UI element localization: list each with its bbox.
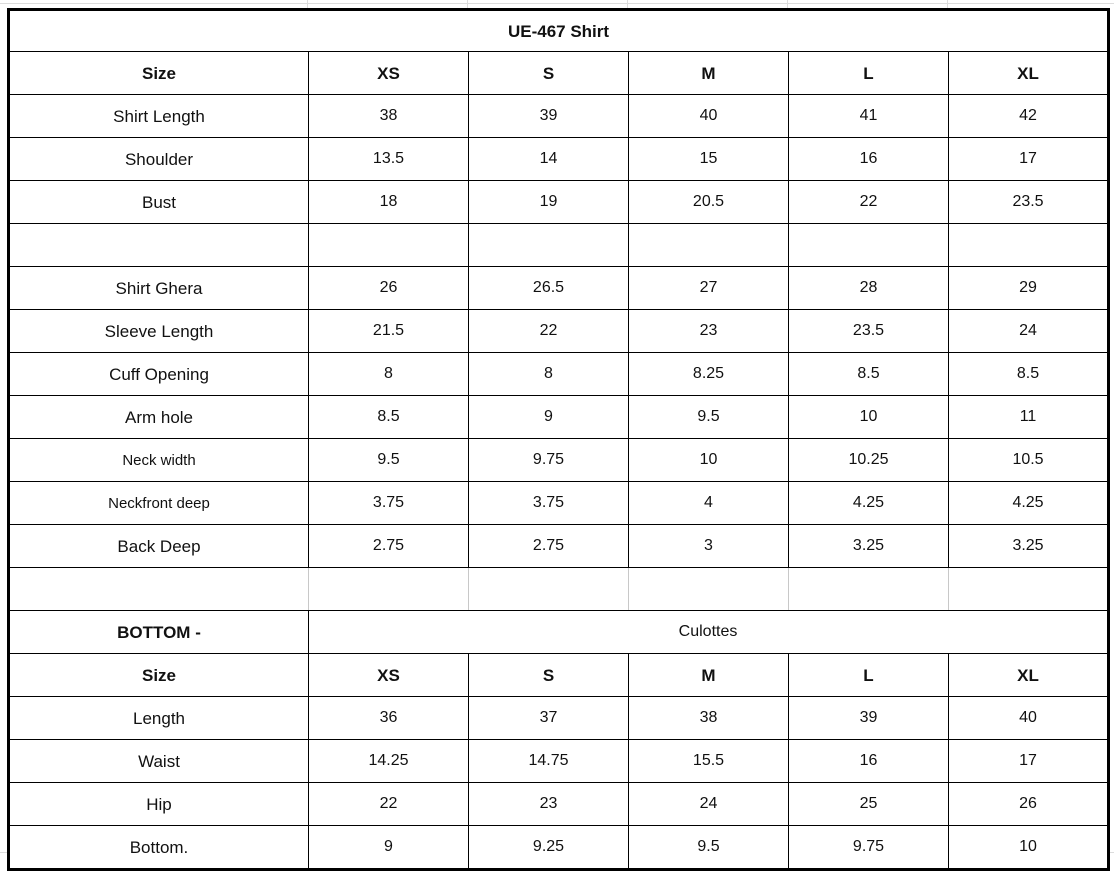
cell[interactable]: 26.5	[469, 267, 629, 310]
table-row	[9, 697, 1109, 740]
size-header-row	[9, 52, 1109, 95]
row-label[interactable]: Hip	[9, 783, 309, 826]
cell[interactable]: 39	[469, 95, 629, 138]
size-header-xl[interactable]: XL	[949, 52, 1109, 95]
cell[interactable]: 17	[949, 138, 1109, 181]
table-row	[9, 138, 1109, 181]
bottom-header-row	[9, 611, 1109, 654]
cell[interactable]: 3.25	[949, 525, 1109, 568]
cell[interactable]: 23	[469, 783, 629, 826]
empty-cell[interactable]	[9, 224, 309, 267]
cell[interactable]: 10	[629, 439, 789, 482]
empty-cell[interactable]	[469, 224, 629, 267]
empty-cell[interactable]	[949, 568, 1109, 611]
table-row	[9, 482, 1109, 525]
cell[interactable]: 11	[949, 396, 1109, 439]
cell[interactable]: 21.5	[309, 310, 469, 353]
empty-cell[interactable]	[789, 568, 949, 611]
cell[interactable]: 17	[949, 740, 1109, 783]
cell[interactable]: 3.75	[469, 482, 629, 525]
cell[interactable]: 8.5	[309, 396, 469, 439]
cell[interactable]: 16	[789, 740, 949, 783]
cell[interactable]: 9	[469, 396, 629, 439]
table-row	[9, 525, 1109, 568]
empty-cell[interactable]	[949, 224, 1109, 267]
row-label[interactable]: Shirt Length	[9, 95, 309, 138]
cell[interactable]: 8	[309, 353, 469, 396]
cell[interactable]: 19	[469, 181, 629, 224]
bottom-type[interactable]: Culottes	[309, 611, 1109, 654]
empty-cell[interactable]	[789, 224, 949, 267]
row-label[interactable]: Waist	[9, 740, 309, 783]
gridline	[0, 3, 1114, 4]
cell[interactable]: 23.5	[789, 310, 949, 353]
cell[interactable]: 9.25	[469, 826, 629, 870]
cell[interactable]: 15	[629, 138, 789, 181]
size-header-xl[interactable]: XL	[949, 654, 1109, 697]
cell[interactable]: 29	[949, 267, 1109, 310]
size-header-label[interactable]: Size	[9, 654, 309, 697]
row-label[interactable]: Cuff Opening	[9, 353, 309, 396]
cell[interactable]: 28	[789, 267, 949, 310]
cell[interactable]: 38	[309, 95, 469, 138]
title-row	[9, 10, 1109, 52]
size-header-l[interactable]: L	[789, 52, 949, 95]
cell[interactable]: 37	[469, 697, 629, 740]
table-row	[9, 310, 1109, 353]
cell[interactable]: 39	[789, 697, 949, 740]
size-header-m[interactable]: M	[629, 52, 789, 95]
table-row	[9, 783, 1109, 826]
cell[interactable]: 20.5	[629, 181, 789, 224]
row-label[interactable]: Neckfront deep	[9, 482, 309, 525]
cell[interactable]: 8.25	[629, 353, 789, 396]
cell[interactable]: 9.75	[469, 439, 629, 482]
cell[interactable]: 9.75	[789, 826, 949, 870]
cell[interactable]: 23.5	[949, 181, 1109, 224]
table-row	[9, 396, 1109, 439]
cell[interactable]: 8.5	[949, 353, 1109, 396]
size-header-m[interactable]: M	[629, 654, 789, 697]
cell[interactable]: 8	[469, 353, 629, 396]
cell[interactable]: 9.5	[629, 826, 789, 870]
cell[interactable]: 4.25	[949, 482, 1109, 525]
row-label[interactable]: Shoulder	[9, 138, 309, 181]
cell[interactable]: 24	[629, 783, 789, 826]
table-row	[9, 267, 1109, 310]
cell[interactable]: 26	[309, 267, 469, 310]
cell[interactable]: 10	[949, 826, 1109, 870]
cell[interactable]: 27	[629, 267, 789, 310]
bottom-label[interactable]: BOTTOM -	[9, 611, 309, 654]
cell[interactable]: 9.5	[309, 439, 469, 482]
row-label[interactable]: Sleeve Length	[9, 310, 309, 353]
table-row	[9, 95, 1109, 138]
cell[interactable]: 23	[629, 310, 789, 353]
cell[interactable]: 40	[629, 95, 789, 138]
cell[interactable]: 36	[309, 697, 469, 740]
table-row	[9, 181, 1109, 224]
size-header-label[interactable]: Size	[9, 52, 309, 95]
cell[interactable]: 3	[629, 525, 789, 568]
cell[interactable]: 8.5	[789, 353, 949, 396]
cell[interactable]: 10.5	[949, 439, 1109, 482]
cell[interactable]: 14.25	[309, 740, 469, 783]
empty-cell[interactable]	[469, 568, 629, 611]
row-label[interactable]: Shirt Ghera	[9, 267, 309, 310]
size-header-xs[interactable]: XS	[309, 654, 469, 697]
empty-cell[interactable]	[9, 568, 309, 611]
row-label[interactable]: Length	[9, 697, 309, 740]
blank-row	[9, 568, 1109, 611]
empty-cell[interactable]	[629, 568, 789, 611]
table-row	[9, 439, 1109, 482]
cell[interactable]: 25	[789, 783, 949, 826]
empty-cell[interactable]	[309, 568, 469, 611]
cell[interactable]: 9.5	[629, 396, 789, 439]
cell[interactable]: 13.5	[309, 138, 469, 181]
cell[interactable]: 10.25	[789, 439, 949, 482]
cell[interactable]: 4.25	[789, 482, 949, 525]
table-row	[9, 353, 1109, 396]
size-header-l[interactable]: L	[789, 654, 949, 697]
blank-row	[9, 224, 1109, 267]
table-row	[9, 826, 1109, 870]
row-label[interactable]: Bust	[9, 181, 309, 224]
cell[interactable]: 14.75	[469, 740, 629, 783]
cell[interactable]: 22	[309, 783, 469, 826]
row-label[interactable]: Back Deep	[9, 525, 309, 568]
cell[interactable]: 41	[789, 95, 949, 138]
row-label[interactable]: Bottom.	[9, 826, 309, 870]
table-title[interactable]: UE-467 Shirt	[9, 10, 1109, 52]
size-chart-table	[7, 8, 1110, 871]
cell[interactable]: 10	[789, 396, 949, 439]
cell[interactable]: 2.75	[309, 525, 469, 568]
cell[interactable]: 14	[469, 138, 629, 181]
size-header-xs[interactable]: XS	[309, 52, 469, 95]
cell[interactable]: 22	[789, 181, 949, 224]
cell[interactable]: 18	[309, 181, 469, 224]
cell[interactable]: 9	[309, 826, 469, 870]
cell[interactable]: 38	[629, 697, 789, 740]
row-label[interactable]: Arm hole	[9, 396, 309, 439]
cell[interactable]: 40	[949, 697, 1109, 740]
row-label[interactable]: Neck width	[9, 439, 309, 482]
empty-cell[interactable]	[309, 224, 469, 267]
cell[interactable]: 42	[949, 95, 1109, 138]
table-row	[9, 740, 1109, 783]
size-header-s[interactable]: S	[469, 52, 629, 95]
cell[interactable]: 26	[949, 783, 1109, 826]
cell[interactable]: 15.5	[629, 740, 789, 783]
cell[interactable]: 24	[949, 310, 1109, 353]
cell[interactable]: 2.75	[469, 525, 629, 568]
size-header-row	[9, 654, 1109, 697]
cell[interactable]: 22	[469, 310, 629, 353]
cell[interactable]: 3.75	[309, 482, 469, 525]
cell[interactable]: 16	[789, 138, 949, 181]
empty-cell[interactable]	[629, 224, 789, 267]
cell[interactable]: 3.25	[789, 525, 949, 568]
cell[interactable]: 4	[629, 482, 789, 525]
size-header-s[interactable]: S	[469, 654, 629, 697]
